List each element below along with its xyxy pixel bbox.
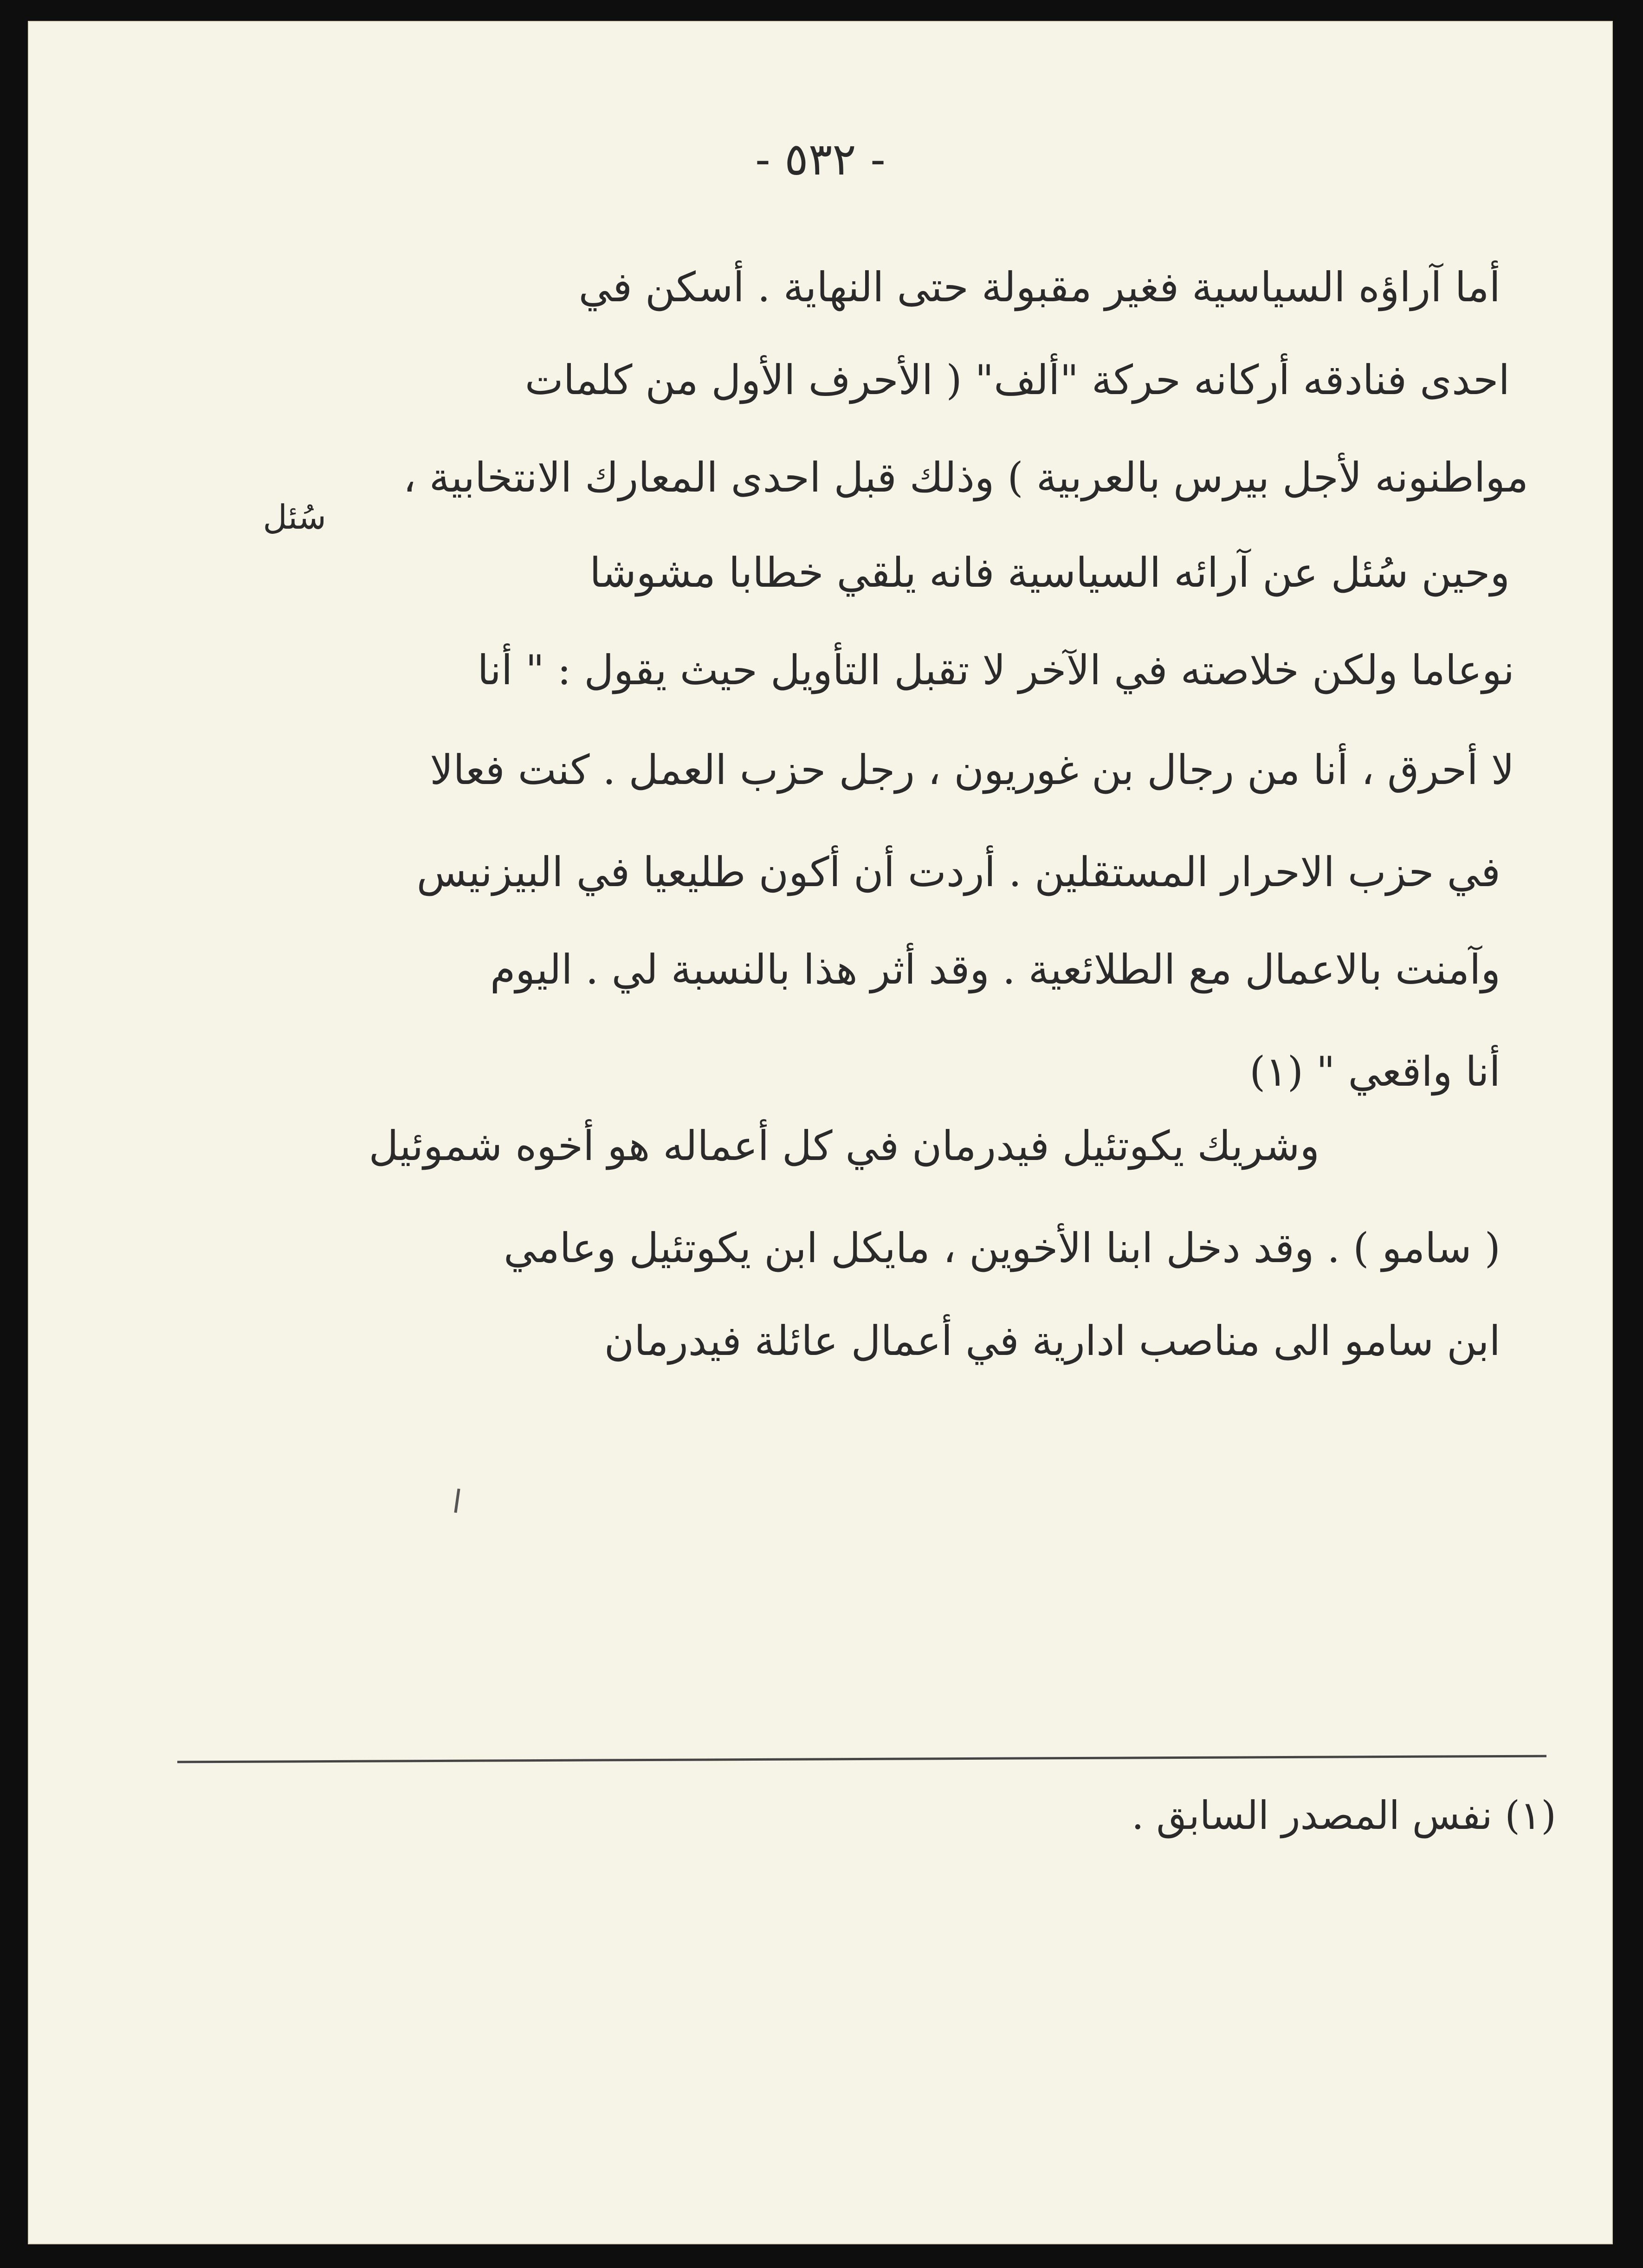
text-line-7: في حزب الاحرار المستقلين . أردت أن أكون طليعيا في البيزنيس: [416, 848, 1501, 896]
text-line-2: احدى فنادقه أركانه حركة "ألف" ( الأحرف الأول من كلمات: [524, 356, 1510, 404]
footnote: (١) نفس المصدر السابق .: [1131, 1793, 1556, 1838]
text-line-9: أنا واقعي " (١): [1249, 1048, 1501, 1095]
text-line-3: مواطنونه لأجل بيرس بالعربية ) وذلك قبل احدى المعارك الانتخابية ،: [403, 454, 1528, 501]
manuscript-page: [28, 21, 1613, 2244]
text-line-1: أما آراؤه السياسية فغير مقبولة حتى النهاية . أسكن في: [578, 263, 1501, 311]
pen-mark: [454, 1489, 460, 1513]
text-line-5: نوعاما ولكن خلاصته في الآخر لا تقبل التأويل حيث يقول : " أنا: [477, 646, 1514, 694]
text-line-11: ( سامو ) . وقد دخل ابنا الأخوين ، مايكل ابن يكوتئيل وعامي: [504, 1224, 1501, 1272]
text-line-4: وحين سُئل عن آرائه السياسية فانه يلقي خطابا مشوشا: [589, 549, 1510, 596]
inserted-word: سُئل: [263, 498, 326, 537]
text-line-10: وشريك يكوتئيل فيدرمان في كل أعماله هو أخوه شموئيل: [369, 1122, 1320, 1170]
footnote-separator: [177, 1755, 1546, 1763]
text-line-8: وآمنت بالاعمال مع الطلائعية . وقد أثر هذا بالنسبة لي . اليوم: [490, 946, 1501, 993]
page-number: - ٥٣٢ -: [755, 133, 886, 185]
text-line-6: لا أحرق ، أنا من رجال بن غوريون ، رجل حزب العمل . كنت فعالا: [430, 746, 1514, 794]
text-line-12: ابن سامو الى مناصب ادارية في أعمال عائلة فيدرمان: [604, 1317, 1501, 1365]
